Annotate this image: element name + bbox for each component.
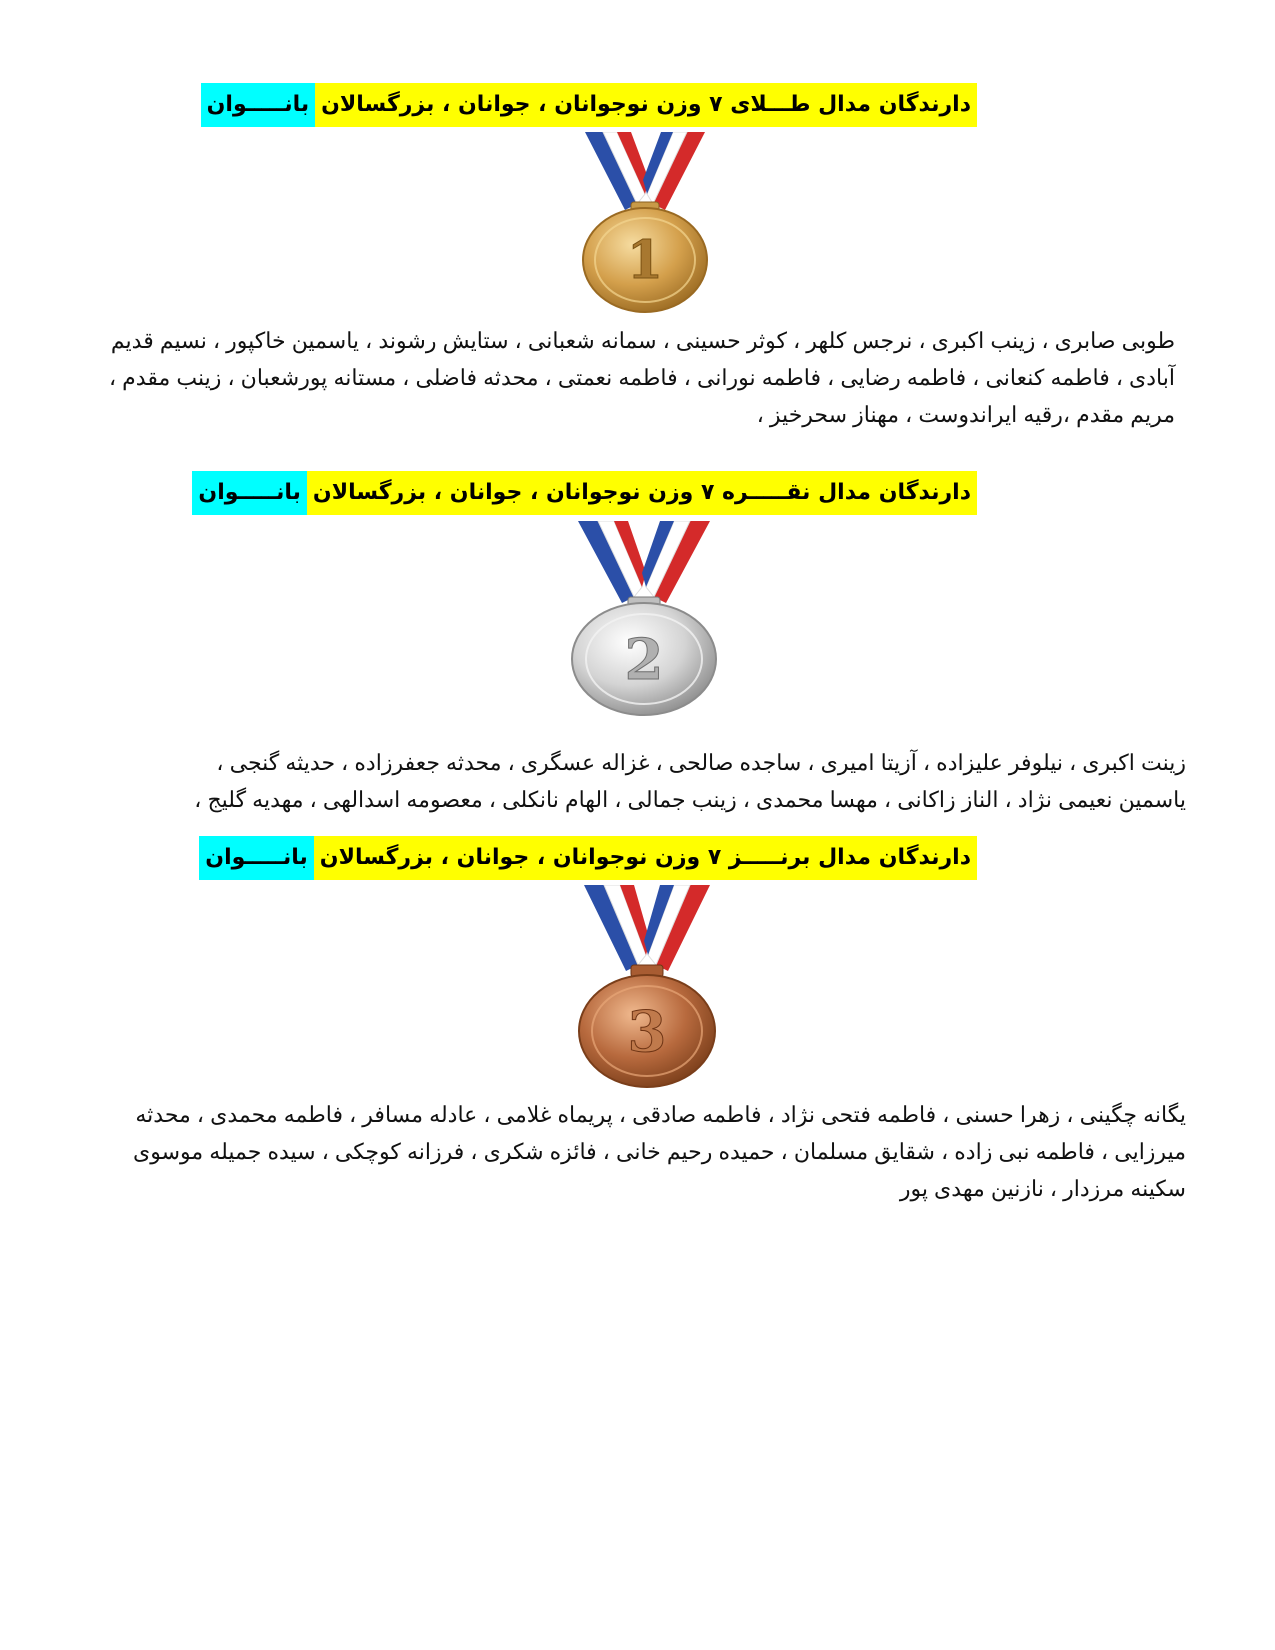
gold-section-heading bbox=[206, 83, 977, 127]
silver-heading-title: دارندگان مدال نقـــــره ۷ وزن نوجوانان ، جوانان ، بزرگسالان bbox=[307, 471, 977, 515]
gold-winners-list: طوبی صابری ، زینب اکبری ، نرجس کلهر ، کوثر حسینی ، سمانه شعبانی ، ستایش رشوند ، یاسمین خاکپور ، نسیم قدیم آبادی ، فاطمه کنعانی ، فاطمه رضایی ، فاطمه نورانی ، فاطمه نعمتی ، محدثه فاضلی ، مستانه پورشعبان ، زینب مقدم ، مریم مقدم ،رقیه ایراندوست ، مهناز سحرخیز ، bbox=[108, 328, 1175, 427]
gold-medal-icon bbox=[575, 132, 715, 322]
bronze-heading-title: دارندگان مدال برنـــــز ۷ وزن نوجوانان ، جوانان ، بزرگسالان bbox=[314, 836, 977, 880]
silver-heading-women-tag: بانـــــوان bbox=[192, 471, 307, 515]
silver-medal-icon bbox=[564, 521, 724, 721]
bronze-winners-list: یگانه چگینی ، زهرا حسنی ، فاطمه فتحی نژاد ، فاطمه صادقی ، پریماه غلامی ، عادله مسافر ، فاطمه محمدی ، محدثه میرزایی ، فاطمه نبی زاده ، شقایق مسلمان ، حمیده رحیم خانی ، فائزه شکری ، فرزانه کوچکی ، سیده جمیله موسوی سکینه مرزدار ، نازنین مهدی پور bbox=[133, 1102, 1186, 1201]
bronze-section-heading bbox=[205, 836, 977, 880]
silver-section-heading bbox=[198, 471, 977, 515]
bronze-medal-icon bbox=[572, 885, 722, 1090]
gold-heading-women-tag: بانـــــوان bbox=[201, 83, 316, 127]
silver-winners-list: زینت اکبری ، نیلوفر علیزاده ، آزیتا امیری ، ساجده صالحی ، غزاله عسگری ، محدثه جعفرزاده ، حدیثه گنجی ، یاسمین نعیمی نژاد ، الناز زاکانی ، مهسا محمدی ، زینب جمالی ، الهام نانکلی ، معصومه اسدالهی ، مهدیه گلیج ، bbox=[194, 750, 1186, 812]
bronze-medal-number: 3 bbox=[627, 999, 667, 1065]
gold-medal-number: 1 bbox=[626, 230, 664, 291]
gold-heading-title: دارندگان مدال طـــلای ۷ وزن نوجوانان ، جوانان ، بزرگسالان bbox=[315, 83, 977, 127]
silver-medal-number: 2 bbox=[624, 627, 664, 693]
bronze-heading-women-tag: بانـــــوان bbox=[199, 836, 314, 880]
